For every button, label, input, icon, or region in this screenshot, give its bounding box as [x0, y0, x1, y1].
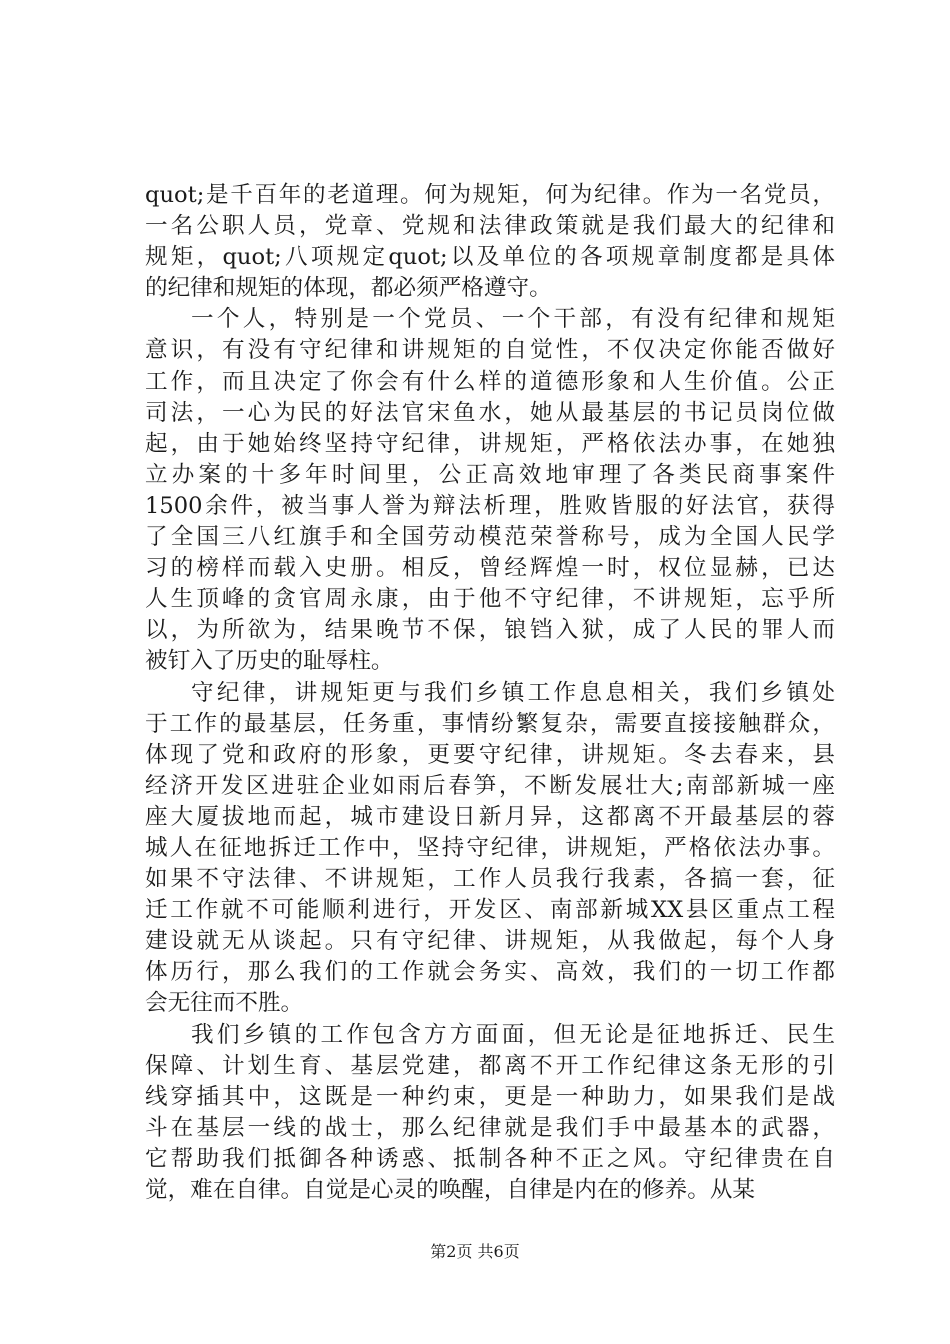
text-line: 守纪律，讲规矩更与我们乡镇工作息息相关，我们乡镇处: [191, 679, 835, 706]
text-line: 经济开发区进驻企业如雨后春笋，不断发展壮大;南部新城一座: [145, 772, 835, 799]
text-line: 我们乡镇的工作包含方方面面，但无论是征地拆迁、民生: [191, 1021, 835, 1048]
paragraph: [145, 1020, 835, 1207]
text-line: 会无往而不胜。: [145, 990, 304, 1017]
text-line: 了全国三八红旗手和全国劳动模范荣誉称号，成为全国人民学: [145, 524, 835, 551]
text-line: 立办案的十多年时间里，公正高效地审理了各类民商事案件: [145, 461, 835, 488]
text-line: 于工作的最基层，任务重，事情纷繁复杂，需要直接接触群众，: [145, 710, 835, 737]
text-line: 线穿插其中，这既是一种约束，更是一种助力，如果我们是战: [145, 1083, 835, 1110]
body-text: [145, 180, 835, 1206]
text-line: quot;是千百年的老道理。何为规矩，何为纪律。作为一名党员，: [145, 182, 835, 208]
text-line: 的纪律和规矩的体现，都必须严格遵守。: [145, 275, 552, 302]
text-line: 城人在征地拆迁工作中，坚持守纪律，讲规矩，严格依法办事。: [145, 834, 835, 861]
text-line: 意识，有没有守纪律和讲规矩的自觉性，不仅决定你能否做好: [145, 337, 835, 364]
text-line: 保障、计划生育、基层党建，都离不开工作纪律这条无形的引: [145, 1052, 835, 1079]
text-line: 体历行，那么我们的工作就会务实、高效，我们的一切工作都: [145, 959, 835, 986]
text-line: 被钉入了历史的耻辱柱。: [145, 648, 394, 675]
page-footer: 第2页 共6页: [430, 1242, 520, 1261]
text-line: 一名公职人员，党章、党规和法律政策就是我们最大的纪律和: [145, 213, 835, 240]
text-line: 建设就无从谈起。只有守纪律、讲规矩，从我做起，每个人身: [145, 928, 835, 955]
text-line: 工作，而且决定了你会有什么样的道德形象和人生价值。公正: [145, 368, 835, 395]
paragraph: [145, 180, 835, 304]
text-line: 人生顶峰的贪官周永康，由于他不守纪律，不讲规矩，忘乎所: [145, 586, 835, 613]
text-line: 1500余件，被当事人誉为辩法析理，胜败皆服的好法官，获得: [145, 492, 835, 519]
text-line: 以，为所欲为，结果晚节不保，锒铛入狱，成了人民的罪人而: [145, 617, 835, 644]
text-line: 习的榜样而载入史册。相反，曾经辉煌一时，权位显赫，已达: [145, 555, 835, 582]
text-line: 斗在基层一线的战士，那么纪律就是我们手中最基本的武器，: [145, 1114, 835, 1141]
text-line: 司法，一心为民的好法官宋鱼水，她从最基层的书记员岗位做: [145, 399, 835, 426]
text-line: 座大厦拔地而起，城市建设日新月异，这都离不开最基层的蓉: [145, 803, 835, 830]
text-line: 起，由于她始终坚持守纪律，讲规矩，严格依法办事，在她独: [145, 430, 835, 457]
text-line: 一个人，特别是一个党员、一个干部，有没有纪律和规矩: [191, 306, 835, 333]
text-line: 规矩，quot;八项规定quot;以及单位的各项规章制度都是具体: [145, 244, 835, 271]
paragraph: [145, 678, 835, 1020]
text-line: 它帮助我们抵御各种诱惑、抵制各种不正之风。守纪律贵在自: [145, 1145, 835, 1172]
text-line: 觉，难在自律。自觉是心灵的唤醒，自律是内在的修养。从某: [145, 1177, 756, 1203]
text-line: 如果不守法律、不讲规矩，工作人员我行我素，各搞一套，征: [145, 866, 835, 893]
paragraph: [145, 304, 835, 677]
text-line: 迁工作就不可能顺利进行，开发区、南部新城XX县区重点工程: [145, 897, 835, 924]
text-line: 体现了党和政府的形象，更要守纪律，讲规矩。冬去春来，县: [145, 741, 835, 768]
